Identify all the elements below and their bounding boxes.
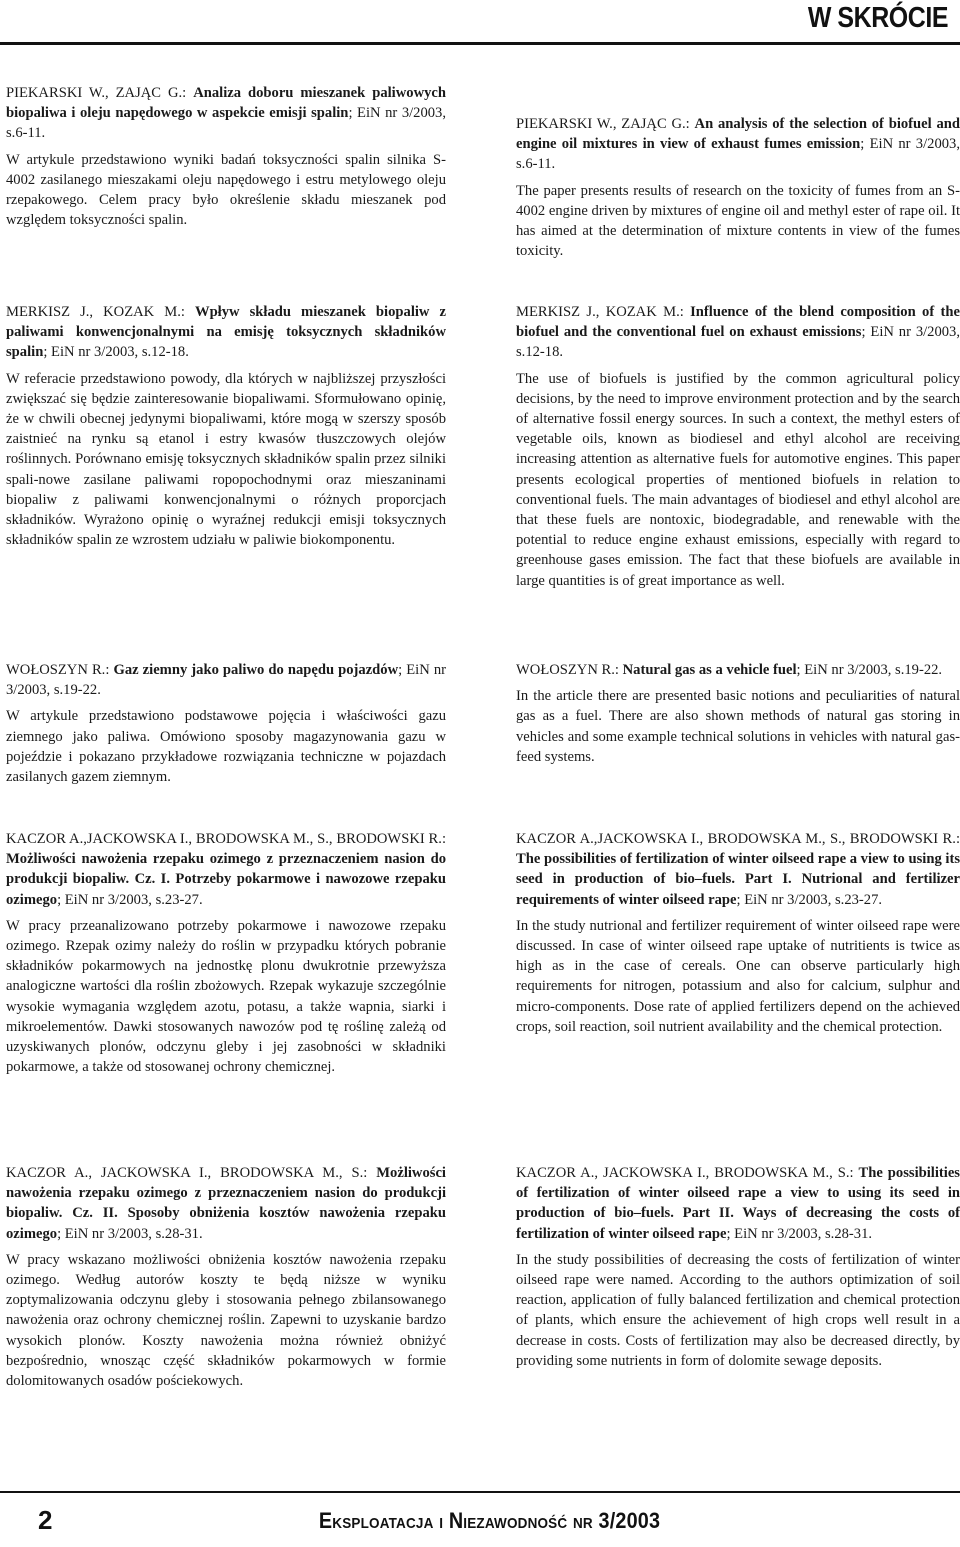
entry-abstract: The use of biofuels is justified by the common agricultural policy decisions, by the need to improve environment protection and by the search of alternative fossil energy sources. In such a context, the methyl esters of vegetable oils, known as biodiesel and ethyl alcohol are receiving increasing attention as alternative fuels for automotive engines. This paper presents ecological properties of mentioned biofuels in relation to conventional fuels. The main advantages of biodiesel and ethyl alcohol are that these fuels are nontoxic, biodegradable, and renewable with the potential to reduce engine exhaust emissions, especially with regard to greenhouse gases emission. The fact that these biofuels are available in large quantities is of great importance as well. (516, 370, 960, 589)
header-rule (0, 42, 960, 45)
citation (516, 1163, 960, 1244)
entry-abstract: W artykule przedstawiono podstawowe pojęcia i właściwości gazu ziemnego jako paliwa. Omówiono sposoby magazynowania gazu w pojeździe i pokazano przykładowe rozwiązania techniczne w pojazdach zasilanych gazem ziemnym. (6, 708, 446, 786)
entry-5-pl (6, 1163, 446, 1391)
entry-abstract: W pracy wskazano możliwości obniżenia kosztów nawożenia rzepaku ozimego. Według autorów koszty te będą niższe w wyniku zoptymalizowania odczynu gleby i stosowania pełnego zbilansowanego nawożenia oraz ochrony chemicznej roślin. Zapewni to uzyskanie bardzo wysokich plonów. Koszty nawożenia można również obniżyć bezpośrednio, wnosząc część składników pokarmowych w formie dolomitowanych osadów pościekowych. (6, 1251, 446, 1390)
citation (516, 302, 960, 363)
entry-abstract: In the article there are presented basic notions and peculiarities of natural gas as a fuel. There are also shown methods of natural gas storing in vehicles and some example technical solutions in vehicles with natural gas-feed systems. (516, 688, 960, 765)
entry-title: The possibilities of fertilization of winter oilseed rape a view to using its seed in production of bio–fuels. Part II. Ways of decreasing the costs of fertilization of winter oilseed rape (516, 1165, 960, 1242)
entry-authors: PIEKARSKI W., ZAJĄC G.: (516, 116, 690, 132)
entry-1-pl (6, 83, 446, 230)
citation (6, 302, 446, 363)
entry-authors: KACZOR A.,JACKOWSKA I., BRODOWSKA M., S., BRODOWSKI R.: (516, 831, 960, 847)
entry-title: Możliwości nawożenia rzepaku ozimego z przeznaczeniem nasion do produkcji biopaliw. Cz. II. Sposoby obniżenia kosztów nawożenia rzepaku ozimego (6, 1165, 446, 1242)
entry-4-en (516, 829, 960, 1037)
citation (516, 114, 960, 175)
citation (6, 1163, 446, 1244)
entry-source: ; EiN nr 3/2003, s.23-27. (736, 891, 883, 908)
entry-title: The possibilities of fertilization of winter oilseed rape a view to using its seed in production of bio–fuels. Part I. Nutrional and fertilizer requirements of winter oilseed rape (516, 851, 960, 908)
journal-name: Eksploatacja i Niezawodność nr 3/2003 (318, 1508, 660, 1533)
entry-3-en (516, 660, 960, 767)
entry-source: ; EiN nr 3/2003, s.19-22. (796, 662, 943, 678)
entry-title: Natural gas as a vehicle fuel (622, 662, 797, 678)
citation (6, 660, 446, 700)
citation (6, 829, 446, 910)
entry-authors: WOŁOSZYN R.: (516, 662, 619, 678)
entry-source: ; EiN nr 3/2003, s.6-11. (516, 136, 960, 173)
entry-title: Możliwości nawożenia rzepaku ozimego z przeznaczeniem nasion do produkcji biopaliw. Cz. I. Potrzeby pokarmowe i nawozowe rzepaku ozimego (6, 851, 446, 908)
entry-source: ; EiN nr 3/2003, s.23-27. (57, 891, 203, 908)
entry-3-pl (6, 660, 446, 787)
entry-title: An analysis of the selection of biofuel and engine oil mixtures in view of exhaust fumes emission (516, 116, 960, 153)
citation (516, 829, 960, 910)
footer-rule (0, 1491, 960, 1493)
entry-authors: KACZOR A., JACKOWSKA I., BRODOWSKA M., S.: (6, 1165, 368, 1181)
page-number: 2 (38, 1505, 53, 1535)
entry-5-en (516, 1163, 960, 1371)
entry-source: ; EiN nr 3/2003, s.6-11. (6, 105, 447, 142)
entry-abstract: In the study possibilities of decreasing the costs of fertilization of winter oilseed rape were named. According to the authors optimization of soil reaction, application of fully balanced fertilization and chemical protection of plants, which ensure the achievement of high crops well result in a decrease in costs. Costs of fertilization may also be decreased directly, by providing some nutrients in form of dolomite sewage deposits. (516, 1251, 960, 1369)
citation (6, 83, 446, 144)
entry-authors: MERKISZ J., KOZAK M.: (516, 304, 684, 320)
citation (516, 660, 960, 680)
entry-authors: WOŁOSZYN R.: (6, 662, 110, 678)
entry-2-en (516, 302, 960, 591)
entry-abstract: In the study nutrional and fertilizer requirement of winter oilseed rape were discussed. In case of winter oilseed rape uptake of nutritients is twice as high as in the case of cereals. One can observe particularly high requirements for nitrogen, potassium and also for calcium, sulphur and micro-components. Dose rate of applied fertilizers depend on the achieved crops, soil reaction, soil nutrient availability and the chemical protection. (516, 917, 960, 1035)
entry-authors: KACZOR A.,JACKOWSKA I., BRODOWSKA M., S., BRODOWSKI R.: (6, 831, 446, 847)
entry-abstract: The paper presents results of research on the toxicity of fumes from an S-4002 engine driven by mixtures of engine oil and methyl ester of rape oil. It has aimed at the determination of mixture contents in view of the fumes toxicity. (516, 182, 960, 260)
entry-title: Gaz ziemny jako paliwo do napędu pojazdów (113, 662, 399, 678)
entry-2-pl (6, 302, 446, 550)
entry-authors: PIEKARSKI W., ZAJĄC G.: (6, 85, 187, 101)
entry-abstract: W artykule przedstawiono wyniki badań toksyczności spalin silnika S-4002 zasilanego mieszakami oleju napędowego i estru metylowego oleju rzepakowego. Celem pracy było określenie składu mieszanek pod względem toksyczności spalin. (6, 151, 446, 229)
entry-source: ; EiN nr 3/2003, s.12-18. (516, 324, 960, 361)
entry-title: Wpływ składu mieszanek biopaliw z paliwami konwencjonalnymi na emisję toksycznych składników spalin (6, 304, 446, 361)
entry-4-pl (6, 829, 446, 1077)
entry-title: Influence of the blend composition of the biofuel and the conventional fuel on exhaust emissions (516, 304, 960, 341)
entry-source: ; EiN nr 3/2003, s.28-31. (726, 1225, 873, 1242)
entry-source: ; EiN nr 3/2003, s.19-22. (6, 662, 446, 699)
entry-title: Analiza doboru mieszanek paliwowych biopaliwa i oleju napędowego w aspekcie emisji spalin (6, 85, 446, 122)
entry-authors: KACZOR A., JACKOWSKA I., BRODOWSKA M., S.: (516, 1165, 854, 1181)
entry-source: ; EiN nr 3/2003, s.28-31. (57, 1225, 203, 1242)
section-title: W SKRÓCIE (807, 2, 948, 34)
entry-1-en (516, 114, 960, 261)
entry-abstract: W referacie przedstawiono powody, dla których w najbliższej przyszłości zwiększać się będzie zainteresowanie biopaliwami. Sformułowano opinię, że w chwili obecnej jedynymi biopaliwami, które mogą w szerszy sposób zaistnieć na rynku są etanol i estry kwasów tłuszczowych olejów roślinnych. Porównano emisję toksycznych składników spalin przez silniki spali-nowe zasilane paliwami ropopochodnymi oraz mieszaninami biopaliw z paliwami konwencjonalnymi o różnych proporcjach składników. Wyrażono opinię o wyraźnej redukcji emisji toksycznych składników spalin ze wzrostem udziału w paliwie biokomponentu. (6, 370, 446, 549)
entry-authors: MERKISZ J., KOZAK M.: (6, 304, 185, 320)
entry-abstract: W pracy przeanalizowano potrzeby pokarmowe i nawozowe rzepaku ozimego. Rzepak ozimy należy do roślin w przypadku których pobranie składników pokarmowych na jednostkę plonu dwukrotnie przewyższa analogiczne wartości dla roślin zbożowych. Rzepak wykazuje szczególnie wysokie wymagania względem azotu, potasu, a także wapnia, siarki i mikroelementów. Dawki stosowanych nawozów pod tę roślinę zależą od uzyskiwanych plonów, odczynu gleby i jej zasobności w składniki pokarmowe, a także od stosowanej ochrony chemicznej. (6, 917, 446, 1076)
entry-source: ; EiN nr 3/2003, s.12-18. (43, 344, 189, 361)
